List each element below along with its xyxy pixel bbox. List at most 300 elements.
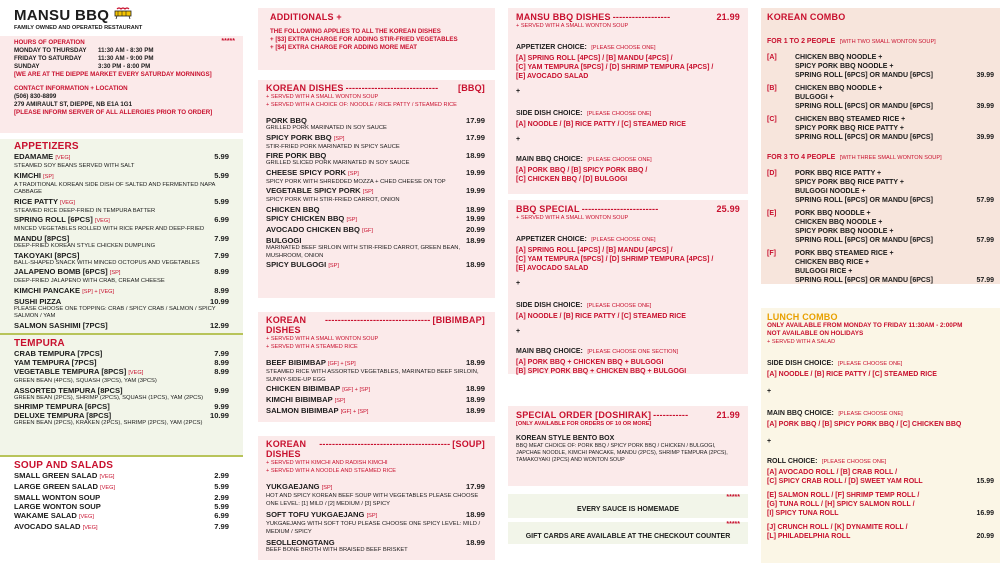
- mansu-dishes-sub: + SERVED WITH A SMALL WONTON SOUP: [516, 23, 629, 29]
- combo-group-1: [767, 53, 994, 142]
- choice-option: [A] NOODLE / [B] RICE PATTY / [C] STEAMED RICE: [767, 371, 937, 378]
- rating-stars: *****: [221, 38, 235, 45]
- hours-row: FRIDAY TO SATURDAY 11:30 AM - 9:00 PM: [14, 55, 154, 62]
- menu-item-price: 18.99: [465, 204, 485, 214]
- menu-item-price: 7.99: [214, 522, 229, 531]
- menu-item: [266, 186, 485, 205]
- menu-item-name-group: [266, 116, 307, 125]
- menu-item-name-group: [14, 297, 61, 306]
- special-order-sub: [ONLY AVAILABLE FOR ORDERS OF 10 OR MORE]: [516, 421, 652, 427]
- menu-item-row: [266, 133, 485, 144]
- roll-line: [767, 477, 994, 486]
- roll-line: [767, 509, 994, 518]
- roll-line-text: [G] TUNA ROLL / [H] SPICY SALMON ROLL /: [767, 501, 915, 508]
- menu-item-name: KIMCHI: [14, 170, 41, 180]
- menu-item-name: CHICKEN BBQ: [266, 204, 320, 214]
- menu-item-row: [266, 225, 485, 236]
- choice-option: [B] SPICY PORK BBQ + CHICKEN BBQ + BULGOGI: [516, 368, 687, 375]
- menu-item-desc: GRILLED PORK MARINATED IN SOY SAUCE: [266, 125, 387, 131]
- korean-combo-title: KOREAN COMBO: [767, 12, 846, 22]
- special-order-title: SPECIAL ORDER [DOSHIRAK] ----------- 21.99: [516, 410, 740, 420]
- menu-item-name-group: [14, 349, 102, 358]
- menu-item-name: SHRIMP TEMPURA [6PCS]: [14, 402, 110, 412]
- menu-item-name: AVOCADO CHICKEN BBQ: [266, 224, 360, 234]
- choice-option: [C] YAM TEMPURA [5PCS] / [D] SHRIMP TEMPURA [4PCS] /: [516, 64, 714, 71]
- menu-item-tag: [SP]: [348, 170, 359, 177]
- roll-price: 16.99: [976, 510, 994, 517]
- korean-bibimbap-sub: + SERVED WITH A STEAMED RICE: [266, 344, 358, 350]
- menu-item: [266, 395, 485, 406]
- menu-item-name-group: [266, 395, 345, 406]
- choice-option: [E] AVOCADO SALAD: [516, 73, 589, 80]
- menu-item-desc: PLEASE CHOOSE ONE TOPPING: CRAB / SPICY CRAB / SALMON / SPICY SALMON / YAM: [14, 305, 216, 320]
- menu-item-price: 17.99: [465, 116, 485, 125]
- combo-line: [795, 258, 994, 267]
- menu-item: [14, 152, 229, 171]
- korean-bbq-sub: + SERVED WITH A CHOICE OF: NOODLE / RICE PATTY / STEAMED RICE: [266, 102, 457, 108]
- menu-item-tag: [VEG]: [94, 218, 110, 225]
- menu-item: [14, 197, 229, 216]
- menu-item-price: 8.99: [214, 357, 229, 367]
- menu-item-row: [14, 482, 229, 493]
- menu-item-name-group: [14, 267, 120, 278]
- menu-item-desc: YUKGAEJANG WITH SOFT TOFU PLEASE CHOOSE ONE SPICY LEVEL: MILD / MEDIUM / SPICY: [266, 521, 481, 535]
- combo-item: [767, 53, 994, 80]
- combo-price: 57.99: [976, 277, 994, 284]
- roll-line-text: [A] AVOCADO ROLL / [B] CRAB ROLL /: [767, 469, 898, 476]
- menu-item-name-group: [266, 168, 359, 179]
- menu-item: [266, 482, 485, 508]
- menu-item-name-group: [266, 205, 320, 214]
- combo-price: 39.99: [976, 134, 994, 141]
- hours-title: HOURS OF OPERATION: [14, 39, 85, 46]
- giftcard-text: GIFT CARDS ARE AVAILABLE AT THE CHECKOUT COUNTER: [525, 533, 731, 540]
- contact-title: CONTACT INFORMATION + LOCATION: [14, 85, 128, 92]
- menu-item: [266, 225, 485, 236]
- menu-item-row: [266, 358, 485, 369]
- menu-item-tag: [VEG]: [128, 369, 144, 376]
- side-choice: SIDE DISH CHOICE: [PLEASE CHOOSE ONE]: [516, 302, 652, 309]
- menu-item-name-group: [266, 133, 344, 144]
- appetizers-section: [0, 139, 243, 455]
- menu-item-row: [14, 215, 229, 226]
- combo-line: [795, 53, 994, 62]
- combo-line-text: CHICKEN BBQ RICE +: [795, 259, 870, 266]
- combo-line-text: SPICY PORK BBQ NOODLE +: [795, 63, 894, 70]
- combo-line: [795, 71, 994, 80]
- combo-group-2: [767, 169, 994, 285]
- contact-phone[interactable]: (506) 830-8899: [14, 93, 57, 100]
- menu-item: [266, 168, 485, 187]
- menu-item-name-group: [14, 321, 108, 330]
- roll-line: [767, 491, 994, 500]
- menu-item: [266, 236, 485, 260]
- combo-line: [795, 267, 994, 276]
- menu-item-desc: STEAMED RICE WITH ASSORTED VEGETABLES, MARINATED BEEF SIRLOIN, SUNNY-SIDE-UP EGG: [266, 369, 479, 383]
- menu-item-price: 7.99: [214, 250, 229, 260]
- menu-item-tag: [VEG]: [55, 155, 71, 161]
- menu-item-name: RICE PATTY: [14, 196, 58, 206]
- menu-item-row: [266, 538, 485, 547]
- main-choice: MAIN BBQ CHOICE: [PLEASE CHOOSE ONE]: [767, 410, 903, 417]
- combo-line-text: PORK BBQ NOODLE +: [795, 210, 871, 217]
- menu-item-name: SALMON SASHIMI [7PCS]: [14, 320, 108, 330]
- menu-item-name-group: [266, 260, 339, 271]
- combo-id: [F]: [767, 250, 776, 257]
- menu-item-desc: STEAMED SOY BEANS SERVED WITH SALT: [14, 163, 135, 169]
- menu-item-name: KIMCHI BIBIMBAP: [266, 395, 333, 405]
- menu-item-name-group: [14, 234, 69, 243]
- roll-line-text: [J] CRUNCH ROLL / [K] DYNAMITE ROLL /: [767, 524, 908, 531]
- combo-line: [795, 218, 994, 227]
- menu-item: [266, 260, 485, 271]
- menu-item-price: 18.99: [465, 260, 485, 270]
- roll-line: [767, 500, 994, 509]
- combo-line-text: SPICY PORK BBQ NOODLE +: [795, 228, 894, 235]
- column-2: [258, 0, 495, 563]
- mansu-dishes-title: MANSU BBQ DISHES ------------------ 21.99: [516, 12, 740, 22]
- menu-item-price: 18.99: [465, 151, 485, 161]
- plus-sign: +: [516, 280, 521, 287]
- menu-item-price: 18.99: [465, 510, 485, 520]
- additionals-line: + [$4] EXTRA CHARGE FOR ADDING MORE MEAT: [270, 44, 418, 51]
- menu-item: [266, 358, 485, 384]
- menu-item-price: 17.99: [465, 482, 485, 491]
- menu-item-name-group: [266, 151, 326, 160]
- menu-item: [14, 511, 229, 522]
- menu-item-name-group: [14, 197, 75, 208]
- menu-item-name-group: [14, 386, 123, 395]
- menu-item-price: 17.99: [465, 132, 485, 142]
- menu-item: [14, 267, 229, 286]
- mansu-dishes-section: [508, 8, 748, 194]
- choice-option: [E] AVOCADO SALAD: [516, 265, 589, 272]
- menu-item-desc: STIR-FRIED PORK MARINATED IN SPICY SAUCE: [266, 143, 400, 150]
- menu-item-desc: A TRADITIONAL KOREAN SIDE DISH OF SALTED AND FERMENTED NAPA CABBAGE: [14, 181, 216, 196]
- menu-item-name: SPRING ROLL [6PCS]: [14, 215, 93, 225]
- menu-item-tag: [SP]: [334, 398, 346, 405]
- korean-soup-sub: + SERVED WITH A NOODLE AND STEAMED RICE: [266, 468, 396, 474]
- combo-id: [A]: [767, 54, 777, 61]
- combo-line: [795, 93, 994, 102]
- combo-line: [795, 236, 994, 245]
- plus-sign: +: [516, 136, 521, 143]
- menu-item-desc: BALL-SHAPED SNACK WITH MINCED OCTOPUS AND VEGETABLES: [14, 259, 200, 266]
- additionals-line: THE FOLLOWING APPLIES TO ALL THE KOREAN DISHES: [270, 28, 441, 35]
- menu-item-row: [14, 197, 229, 208]
- menu-item-row: [266, 116, 485, 125]
- menu-item: [14, 411, 229, 428]
- menu-item-row: [14, 493, 229, 502]
- korean-bibimbap-section: [258, 312, 495, 422]
- menu-item-price: 5.99: [214, 502, 229, 511]
- menu-item-name: KIMCHI PANCAKE: [14, 285, 81, 295]
- menu-item: [266, 538, 485, 555]
- combo-line-text: BULGOGI +: [795, 94, 834, 101]
- combo-lines: [795, 169, 994, 205]
- menu-item-name: YUKGAEJANG: [266, 482, 320, 491]
- menu-item-row: [14, 251, 229, 260]
- menu-item: [14, 358, 229, 367]
- korean-soup-sub: + SERVED WITH KIMCHI AND RADISH KIMCHI: [266, 460, 388, 466]
- menu-item-row: [14, 286, 229, 297]
- menu-item-name: SPICY BULGOGI: [266, 260, 327, 270]
- column-3: [508, 0, 748, 563]
- menu-item-row: [14, 367, 229, 378]
- menu-item-desc: MARINATED BEEF SIRLOIN WITH STIR-FRIED CARROT, GREEN BEAN, MUSHROOM, ONION: [266, 244, 461, 259]
- combo-line: [795, 133, 994, 142]
- lunch-combo-sub: + SERVED WITH A SALAD: [767, 339, 836, 345]
- tempura-list: [14, 349, 229, 428]
- choice-option: [A] SPRING ROLL [4PCS] / [B] MANDU [4PCS] /: [516, 247, 673, 254]
- menu-item-row: [266, 406, 485, 417]
- combo-item: [767, 84, 994, 111]
- hours-contact-box: [0, 36, 243, 133]
- menu-item-price: 10.99: [209, 296, 229, 306]
- menu-item-desc: GREEN BEAN (2PCS), SHRIMP (2PCS), SQUASH (1PCS), YAM (2PCS): [14, 394, 204, 401]
- menu-item-name: FIRE PORK BBQ: [266, 151, 327, 161]
- menu-item-row: [266, 151, 485, 160]
- menu-item-tag: [SP]: [366, 513, 378, 520]
- menu-item: [266, 406, 485, 417]
- menu-item-name: WAKAME SALAD: [14, 511, 77, 520]
- notice-stars: *****: [726, 521, 740, 528]
- choice-option: [C] YAM TEMPURA [5PCS] / [D] SHRIMP TEMPURA [4PCS] /: [516, 256, 714, 263]
- combo-id: [C]: [767, 116, 777, 123]
- menu-item-tag: [SP]: [328, 263, 339, 270]
- menu-item-name-group: [266, 186, 373, 197]
- roll-group: [767, 491, 994, 518]
- menu-item-price: 19.99: [465, 213, 485, 223]
- combo-line-text: BULGOGI RICE +: [795, 268, 853, 275]
- menu-item-tag: [GF]: [362, 227, 373, 234]
- menu-item-name-group: [14, 511, 94, 522]
- menu-item-name-group: [14, 502, 101, 511]
- tempura-title: TEMPURA: [14, 337, 65, 349]
- menu-item-name-group: [266, 384, 370, 395]
- homemade-text: EVERY SAUCE IS HOMEMADE: [577, 506, 679, 513]
- combo-price: 39.99: [976, 103, 994, 110]
- combo-id: [D]: [767, 170, 777, 177]
- menu-item-desc: MINCED VEGETABLES ROLLED WITH RICE PAPER AND DEEP-FRIED: [14, 226, 205, 233]
- menu-item: [14, 286, 229, 297]
- roll-group: [767, 523, 994, 541]
- menu-item-row: [14, 502, 229, 511]
- combo-lines: [795, 115, 994, 142]
- combo-group-1-title: FOR 1 TO 2 PEOPLE [WITH TWO SMALL WONTON SOUP]: [767, 38, 936, 45]
- menu-item-row: [14, 152, 229, 163]
- korean-bbq-section: [258, 80, 495, 298]
- plus-sign: +: [516, 328, 521, 335]
- menu-item: [14, 522, 229, 533]
- appetizer-choice: APPETIZER CHOICE: [PLEASE CHOOSE ONE]: [516, 44, 656, 51]
- menu-item-row: [266, 186, 485, 197]
- menu-item-price: 5.99: [214, 152, 229, 161]
- menu-item-name: BULGOGI: [266, 235, 302, 245]
- appetizer-list: [14, 152, 229, 330]
- combo-lines: [795, 249, 994, 285]
- giftcard-notice: [508, 522, 748, 544]
- menu-item-desc: DEEP-FRIED KOREAN STYLE CHICKEN DUMPLING: [14, 242, 156, 249]
- main-choice: MAIN BBQ CHOICE: [PLEASE CHOOSE ONE SECTION]: [516, 348, 679, 355]
- menu-item-row: [14, 349, 229, 358]
- menu-item-price: 18.99: [465, 395, 485, 405]
- menu-item-name-group: [14, 358, 97, 367]
- menu-item-price: 9.99: [214, 402, 229, 412]
- menu-item-tag: [VEG]: [99, 474, 115, 480]
- menu-item-price: 5.99: [214, 482, 229, 491]
- combo-price: 57.99: [976, 237, 994, 244]
- menu-item-tag: [VEG]: [82, 525, 98, 531]
- menu-item: [14, 386, 229, 403]
- menu-item-name: JALAPENO BOMB [6PCS]: [14, 267, 108, 277]
- korean-soup-section: [258, 436, 495, 560]
- menu-item-desc: GREEN BEAN (2PCS), KRAKEN (2PCS), SHRIMP (2PCS), YAM (2PCS): [14, 420, 203, 427]
- menu-item-price: 8.99: [214, 366, 229, 376]
- menu-item-tag: [VEG]: [60, 199, 75, 206]
- menu-item-name-group: [266, 236, 301, 245]
- choice-option: [A] NOODLE / [B] RICE PATTY / [C] STEAMED RICE: [516, 121, 686, 128]
- notice-stars: *****: [726, 494, 740, 501]
- choice-option: [A] SPRING ROLL [4PCS] / [B] MANDU [4PCS] /: [516, 55, 673, 62]
- menu-item-price: 20.99: [465, 224, 485, 234]
- combo-line-text: PORK BBQ STEAMED RICE +: [795, 250, 894, 257]
- plus-sign: +: [767, 438, 772, 445]
- combo-price: 39.99: [976, 72, 994, 79]
- menu-item: [266, 384, 485, 395]
- combo-line: [795, 115, 994, 124]
- menu-item-name-group: [14, 411, 111, 420]
- menu-item-tag: [SP]: [333, 135, 345, 142]
- menu-item-row: [14, 411, 229, 420]
- menu-item-desc: HOT AND SPICY KOREAN BEEF SOUP WITH VEGETABLES PLEASE CHOOSE ONE LEVEL: [1] MILD / [2] MEDIUM / [3] SPICY: [266, 493, 479, 507]
- menu-item-row: [14, 234, 229, 243]
- lunch-combo-section: [761, 308, 1000, 563]
- side-choice: SIDE DISH CHOICE: [PLEASE CHOOSE ONE]: [516, 110, 652, 117]
- combo-line: [795, 196, 994, 205]
- menu-item: [266, 510, 485, 536]
- menu-item-name: SPICY PORK BBQ: [266, 132, 332, 142]
- korean-soup-title: KOREAN DISHES ----------------------------------------- [SOUP]: [266, 439, 485, 459]
- menu-item-tag: [GF] + [SP]: [342, 387, 371, 394]
- brand-name: MANSU BBQ: [14, 6, 110, 24]
- combo-lines: [795, 209, 994, 245]
- menu-item-name: EDAMAME: [14, 152, 54, 161]
- menu-item-name: DELUXE TEMPURA [8PCS]: [14, 411, 112, 421]
- roll-choice: ROLL CHOICE: [PLEASE CHOOSE ONE]: [767, 458, 887, 465]
- menu-item-price: 12.99: [209, 320, 229, 330]
- menu-item-name-group: [14, 402, 110, 411]
- menu-item-name: SALMON BIBIMBAP: [266, 406, 339, 416]
- menu-item-row: [14, 321, 229, 330]
- lunch-combo-hours: ONLY AVAILABLE FROM MONDAY TO FRIDAY 11:30AM - 2:00PM: [767, 322, 963, 329]
- contact-address: 279 AMIRAULT ST, DIEPPE, NB E1A 1G1: [14, 101, 133, 108]
- menu-item-name-group: [266, 214, 357, 225]
- combo-line-text: SPRING ROLL [6PCS] OR MANDU [6PCS]: [795, 237, 933, 244]
- bbq-special-sub: + SERVED WITH A SMALL WONTON SOUP: [516, 215, 629, 221]
- menu-item-name: CHEESE SPICY PORK: [266, 167, 347, 177]
- menu-item-price: 19.99: [465, 186, 485, 196]
- choice-option: [C] CHICKEN BBQ / [D] BULGOGI: [516, 176, 628, 183]
- combo-item: [767, 169, 994, 205]
- lunch-combo-title: LUNCH COMBO: [767, 312, 838, 322]
- menu-item-name-group: [14, 522, 98, 533]
- combo-line-text: CHICKEN BBQ NOODLE +: [795, 54, 883, 61]
- menu-item-tag: [SP] + [VEG]: [82, 288, 115, 295]
- menu-item-row: [266, 214, 485, 225]
- menu-item-name-group: [266, 538, 335, 547]
- additionals-line: + [$3] EXTRA CHARGE FOR ADDING STIR-FRIED VEGETABLES: [270, 36, 458, 43]
- menu-item-price: 8.99: [214, 285, 229, 295]
- menu-item-price: 18.99: [465, 538, 485, 548]
- combo-line-text: SPICY PORK BBQ RICE PATTY +: [795, 125, 904, 132]
- menu-item: [14, 482, 229, 493]
- menu-item-price: 18.99: [465, 384, 485, 394]
- menu-item-name-group: [14, 251, 79, 260]
- menu-item-name: SMALL GREEN SALAD: [14, 471, 98, 480]
- menu-item-name-group: [14, 152, 70, 163]
- combo-line: [795, 62, 994, 71]
- menu-item-row: [266, 260, 485, 271]
- combo-line-text: CHICKEN BBQ STEAMED RICE +: [795, 116, 906, 123]
- menu-item-name: MANDU [8PCS]: [14, 233, 70, 243]
- combo-line: [795, 209, 994, 218]
- korean-bibimbap-list: [266, 358, 485, 417]
- combo-line: [795, 124, 994, 133]
- combo-lines: [795, 84, 994, 111]
- combo-line-text: CHICKEN BBQ NOODLE +: [795, 85, 883, 92]
- menu-item-row: [14, 522, 229, 533]
- menu-item-desc: GREEN BEAN (4PCS), SQUASH (3PCS), YAM (3PCS): [14, 377, 157, 384]
- menu-item-name-group: [14, 471, 114, 482]
- menu-item: [266, 214, 485, 225]
- roll-group: [767, 468, 994, 486]
- menu-item-row: [14, 471, 229, 482]
- menu-item-row: [266, 384, 485, 395]
- menu-item-desc: SPICY PORK WITH STIR-FRIED CARROT, ONION: [266, 197, 400, 204]
- choice-option: [A] PORK BBQ / [B] SPICY PORK BBQ / [C] CHICKEN BBQ: [767, 421, 962, 428]
- menu-item-price: 10.99: [209, 411, 229, 421]
- menu-item-desc: BEEF BONE BROTH WITH BRAISED BEEF BRISKET: [266, 547, 408, 554]
- menu-item-price: 7.99: [214, 233, 229, 243]
- menu-item-name: VEGETABLE SPICY PORK: [266, 186, 361, 196]
- combo-lines: [795, 53, 994, 80]
- menu-item-row: [14, 297, 229, 306]
- combo-line: [795, 102, 994, 111]
- menu-item-name: SMALL WONTON SOUP: [14, 493, 101, 502]
- combo-line-text: SPRING ROLL [6PCS] OR MANDU [6PCS]: [795, 72, 933, 79]
- menu-item-row: [14, 402, 229, 411]
- menu-item-row: [14, 386, 229, 395]
- roll-line: [767, 523, 994, 532]
- menu-item: [266, 151, 485, 168]
- menu-item-price: 7.99: [214, 348, 229, 358]
- menu-item-tag: [GF] + [SP]: [340, 409, 369, 416]
- menu-item-price: 19.99: [465, 167, 485, 177]
- appetizer-choice: APPETIZER CHOICE: [PLEASE CHOOSE ONE]: [516, 236, 656, 243]
- menu-item-name-group: [14, 171, 54, 182]
- roll-line: [767, 532, 994, 541]
- menu-item-price: 8.99: [214, 267, 229, 277]
- menu-item-row: [266, 168, 485, 179]
- allergy-note: [PLEASE INFORM SERVER OF ALL ALLERGIES PRIOR TO ORDER]: [14, 109, 213, 116]
- combo-line-text: CHICKEN BBQ NOODLE +: [795, 219, 883, 226]
- hours-row: SUNDAY 3:30 PM - 8:00 PM: [14, 63, 151, 70]
- combo-line-text: SPRING ROLL [6PCS] OR MANDU [6PCS]: [795, 277, 933, 284]
- combo-item: [767, 249, 994, 285]
- menu-item: [14, 297, 229, 321]
- menu-item-name-group: [266, 406, 368, 417]
